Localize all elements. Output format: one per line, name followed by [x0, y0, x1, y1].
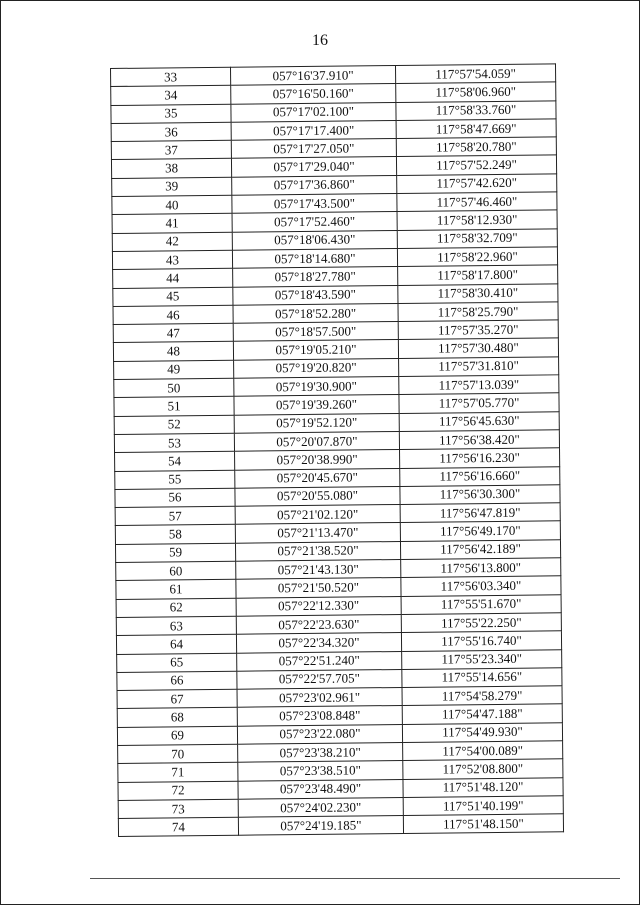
- longitude-cell: 117°56'30.300": [400, 485, 560, 505]
- latitude-cell: 057°23'48.490": [238, 779, 403, 799]
- longitude-cell: 117°57'31.810": [399, 357, 559, 377]
- point-number-cell: 57: [115, 506, 235, 526]
- longitude-cell: 117°57'05.770": [399, 393, 559, 413]
- latitude-cell: 057°21'50.520": [236, 578, 401, 598]
- latitude-cell: 057°23'22.080": [237, 724, 402, 744]
- point-number-cell: 46: [113, 305, 233, 325]
- latitude-cell: 057°22'51.240": [237, 651, 402, 671]
- longitude-cell: 117°57'52.249": [396, 155, 556, 175]
- latitude-cell: 057°19'30.900": [234, 377, 399, 397]
- longitude-cell: 117°58'17.800": [398, 265, 558, 285]
- longitude-cell: 117°54'58.279": [402, 686, 562, 706]
- longitude-cell: 117°56'42.189": [400, 540, 560, 560]
- longitude-cell: 117°52'08.800": [403, 759, 563, 779]
- latitude-cell: 057°17'43.500": [232, 194, 397, 214]
- longitude-cell: 117°51'48.150": [403, 814, 563, 834]
- latitude-cell: 057°17'27.050": [231, 139, 396, 159]
- longitude-cell: 117°55'23.340": [402, 649, 562, 669]
- point-number-cell: 73: [118, 799, 238, 819]
- longitude-cell: 117°58'20.780": [396, 137, 556, 157]
- longitude-cell: 117°57'35.270": [398, 320, 558, 340]
- latitude-cell: 057°20'55.080": [235, 486, 400, 506]
- longitude-cell: 117°56'49.170": [400, 521, 560, 541]
- latitude-cell: 057°22'12.330": [236, 596, 401, 616]
- latitude-cell: 057°21'43.130": [236, 559, 401, 579]
- latitude-cell: 057°18'14.680": [232, 248, 397, 268]
- point-number-cell: 64: [116, 634, 236, 654]
- latitude-cell: 057°16'37.910": [230, 66, 395, 86]
- latitude-cell: 057°23'02.961": [237, 688, 402, 708]
- point-number-cell: 70: [118, 744, 238, 764]
- point-number-cell: 34: [111, 86, 231, 106]
- point-number-cell: 50: [114, 378, 234, 398]
- longitude-cell: 117°58'06.960": [396, 82, 556, 102]
- point-number-cell: 51: [114, 397, 234, 417]
- point-number-cell: 69: [117, 726, 237, 746]
- longitude-cell: 117°51'40.199": [403, 796, 563, 816]
- point-number-cell: 54: [115, 451, 235, 471]
- point-number-cell: 48: [113, 342, 233, 362]
- point-number-cell: 60: [116, 561, 236, 581]
- longitude-cell: 117°56'45.630": [399, 411, 559, 431]
- latitude-cell: 057°22'57.705": [237, 669, 402, 689]
- point-number-cell: 33: [111, 67, 231, 87]
- longitude-cell: 117°54'47.188": [402, 704, 562, 724]
- longitude-cell: 117°58'12.930": [397, 210, 557, 230]
- latitude-cell: 057°23'38.510": [238, 761, 403, 781]
- latitude-cell: 057°22'23.630": [236, 614, 401, 634]
- latitude-cell: 057°17'52.460": [232, 212, 397, 232]
- latitude-cell: 057°21'38.520": [235, 541, 400, 561]
- latitude-cell: 057°17'29.040": [231, 157, 396, 177]
- point-number-cell: 52: [114, 415, 234, 435]
- latitude-cell: 057°18'27.780": [233, 267, 398, 287]
- latitude-cell: 057°23'38.210": [238, 742, 403, 762]
- latitude-cell: 057°24'19.185": [238, 816, 403, 836]
- point-number-cell: 56: [115, 488, 235, 508]
- latitude-cell: 057°21'02.120": [235, 505, 400, 525]
- longitude-cell: 117°54'00.089": [403, 741, 563, 761]
- longitude-cell: 117°57'54.059": [395, 64, 555, 84]
- longitude-cell: 117°55'51.670": [401, 594, 561, 614]
- longitude-cell: 117°58'32.709": [397, 228, 557, 248]
- longitude-cell: 117°56'13.800": [401, 558, 561, 578]
- latitude-cell: 057°17'17.400": [231, 120, 396, 140]
- point-number-cell: 38: [111, 159, 231, 179]
- latitude-cell: 057°19'52.120": [234, 413, 399, 433]
- bottom-edge-line: [90, 878, 620, 879]
- point-number-cell: 41: [112, 214, 232, 234]
- point-number-cell: 37: [111, 140, 231, 160]
- point-number-cell: 65: [117, 653, 237, 673]
- longitude-cell: 117°55'22.250": [401, 613, 561, 633]
- latitude-cell: 057°17'02.100": [231, 102, 396, 122]
- point-number-cell: 36: [111, 122, 231, 142]
- latitude-cell: 057°20'07.870": [234, 431, 399, 451]
- point-number-cell: 43: [112, 250, 232, 270]
- point-number-cell: 55: [115, 470, 235, 490]
- point-number-cell: 45: [113, 287, 233, 307]
- longitude-cell: 117°55'14.656": [402, 668, 562, 688]
- point-number-cell: 72: [118, 781, 238, 801]
- latitude-cell: 057°18'06.430": [232, 230, 397, 250]
- latitude-cell: 057°18'52.280": [233, 303, 398, 323]
- longitude-cell: 117°58'22.960": [397, 247, 557, 267]
- longitude-cell: 117°55'16.740": [401, 631, 561, 651]
- latitude-cell: 057°21'13.470": [235, 523, 400, 543]
- point-number-cell: 44: [113, 268, 233, 288]
- point-number-cell: 40: [112, 195, 232, 215]
- point-number-cell: 67: [117, 689, 237, 709]
- longitude-cell: 117°56'03.340": [401, 576, 561, 596]
- point-number-cell: 66: [117, 671, 237, 691]
- point-number-cell: 74: [118, 817, 238, 837]
- longitude-cell: 117°56'16.660": [400, 466, 560, 486]
- longitude-cell: 117°54'49.930": [402, 722, 562, 742]
- latitude-cell: 057°22'34.320": [236, 633, 401, 653]
- point-number-cell: 68: [117, 708, 237, 728]
- latitude-cell: 057°20'38.990": [235, 450, 400, 470]
- point-number-cell: 63: [116, 616, 236, 636]
- point-number-cell: 39: [112, 177, 232, 197]
- point-number-cell: 53: [114, 433, 234, 453]
- latitude-cell: 057°16'50.160": [231, 84, 396, 104]
- point-number-cell: 58: [115, 525, 235, 545]
- latitude-cell: 057°18'57.500": [233, 322, 398, 342]
- longitude-cell: 117°58'33.760": [396, 100, 556, 120]
- latitude-cell: 057°20'45.670": [235, 468, 400, 488]
- latitude-cell: 057°19'05.210": [233, 340, 398, 360]
- point-number-cell: 35: [111, 104, 231, 124]
- point-number-cell: 62: [116, 598, 236, 618]
- point-number-cell: 61: [116, 580, 236, 600]
- point-number-cell: 49: [114, 360, 234, 380]
- longitude-cell: 117°58'30.410": [398, 283, 558, 303]
- longitude-cell: 117°57'13.039": [399, 375, 559, 395]
- point-number-cell: 42: [112, 232, 232, 252]
- latitude-cell: 057°18'43.590": [233, 285, 398, 305]
- latitude-cell: 057°19'20.820": [234, 358, 399, 378]
- longitude-cell: 117°58'47.669": [396, 119, 556, 139]
- coordinate-table: [110, 63, 564, 837]
- longitude-cell: 117°51'48.120": [403, 777, 563, 797]
- point-number-cell: 71: [118, 762, 238, 782]
- page-number: 16: [312, 32, 328, 49]
- point-number-cell: 47: [113, 323, 233, 343]
- longitude-cell: 117°56'16.230": [400, 448, 560, 468]
- latitude-cell: 057°24'02.230": [238, 797, 403, 817]
- longitude-cell: 117°58'25.790": [398, 302, 558, 322]
- longitude-cell: 117°56'47.819": [400, 503, 560, 523]
- latitude-cell: 057°17'36.860": [232, 175, 397, 195]
- point-number-cell: 59: [115, 543, 235, 563]
- coordinate-table-body: [111, 64, 564, 837]
- latitude-cell: 057°19'39.260": [234, 395, 399, 415]
- longitude-cell: 117°57'42.620": [397, 174, 557, 194]
- longitude-cell: 117°57'30.480": [398, 338, 558, 358]
- latitude-cell: 057°23'08.848": [237, 706, 402, 726]
- longitude-cell: 117°56'38.420": [399, 430, 559, 450]
- longitude-cell: 117°57'46.460": [397, 192, 557, 212]
